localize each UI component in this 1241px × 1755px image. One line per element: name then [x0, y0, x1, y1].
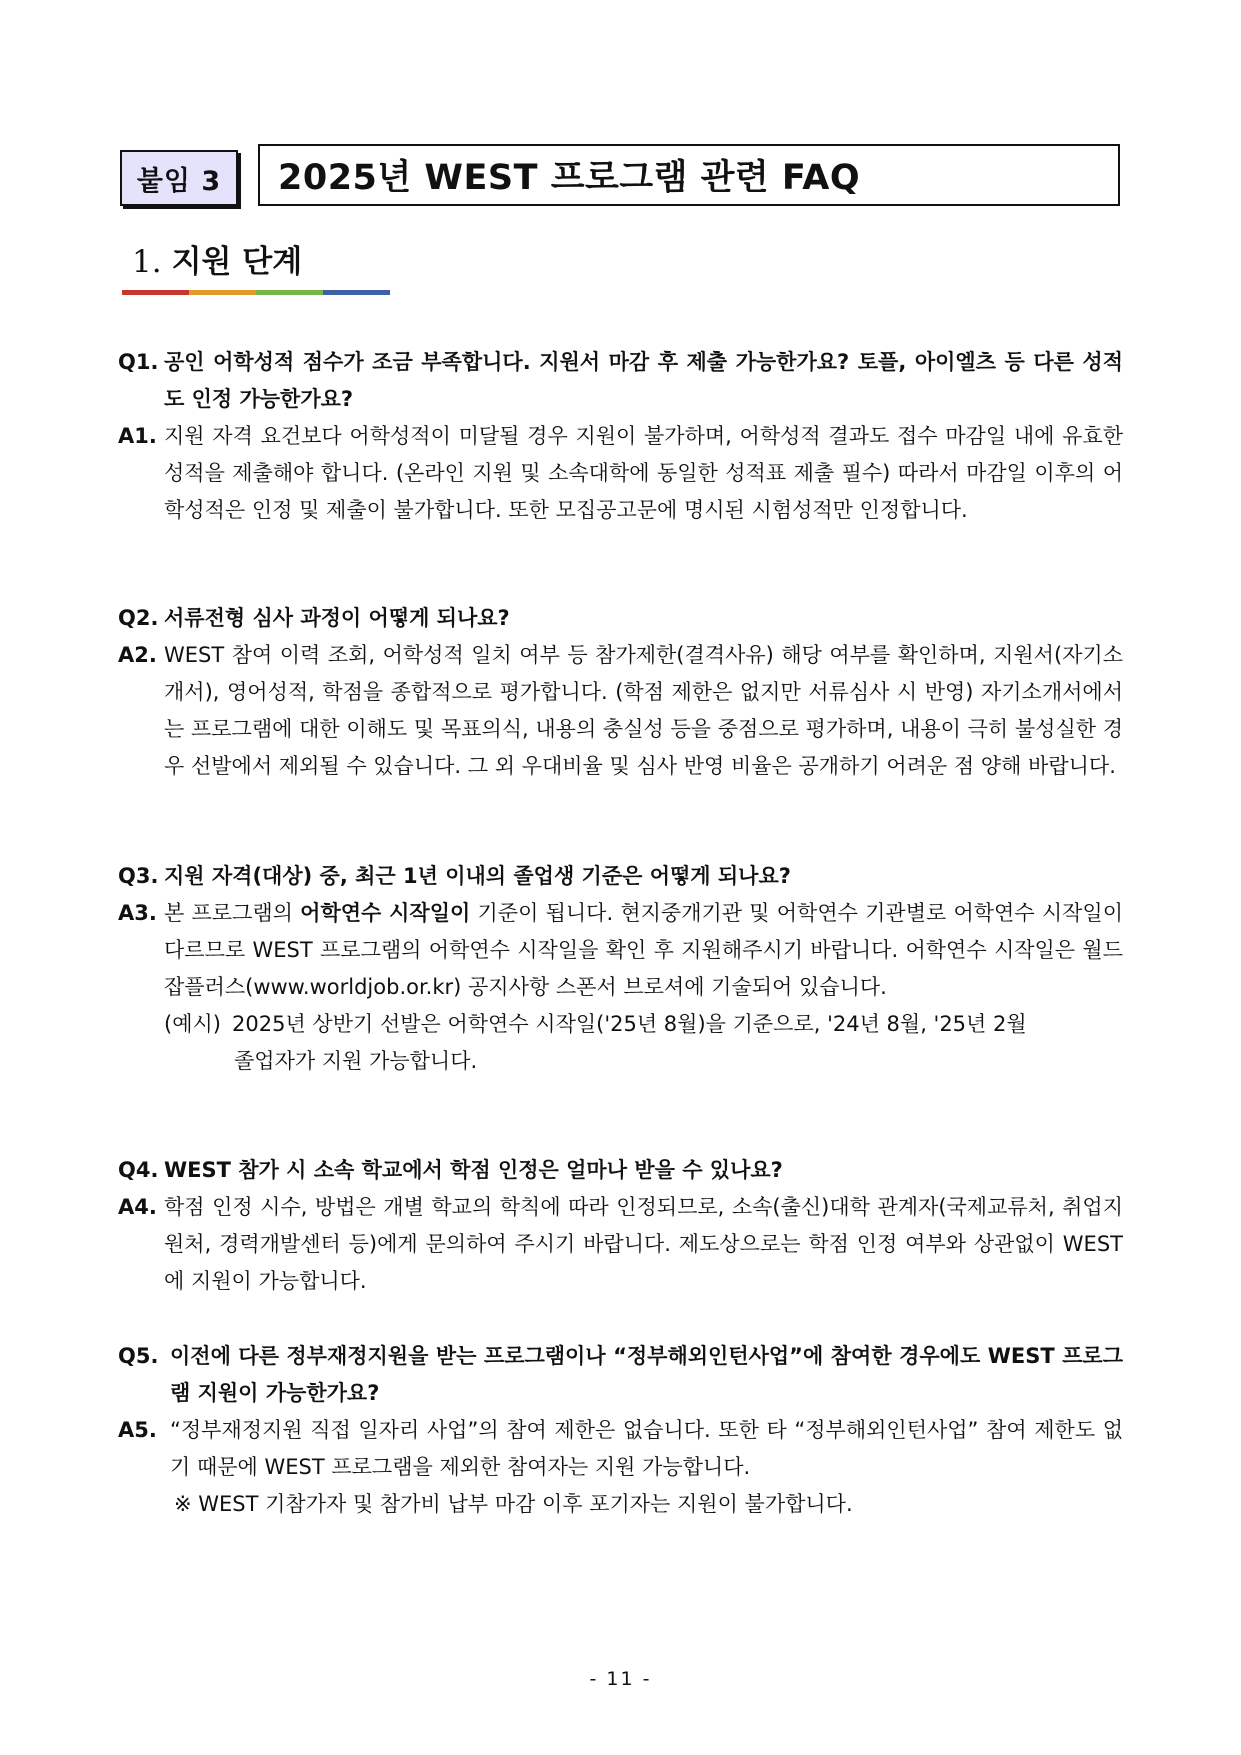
- color-bar-segment-blue: [323, 290, 390, 295]
- answer-label: A1.: [118, 424, 157, 448]
- answer-text-pre: 본 프로그램의: [164, 901, 301, 925]
- answer-label: A2.: [118, 643, 157, 667]
- example-label: (예시): [164, 1012, 221, 1036]
- color-bar-segment-green: [256, 290, 323, 295]
- color-bar-segment-red: [122, 290, 189, 295]
- section-heading: [132, 236, 302, 281]
- answer-text: [164, 895, 1123, 1006]
- faq-answer: [118, 637, 1123, 785]
- faq-question: [118, 600, 1123, 637]
- section-color-bar: [122, 290, 390, 295]
- example-text-1: 2025년 상반기 선발은 어학연수 시작일('25년 8월)을 기준으로, '24년 8월, '25년 2월: [232, 1012, 1027, 1036]
- answer-label: A3.: [118, 901, 157, 925]
- question-label: Q4.: [118, 1158, 159, 1182]
- faq-answer: [118, 1412, 1123, 1486]
- answer-text: 지원 자격 요건보다 어학성적이 미달될 경우 지원이 불가하며, 어학성적 결과도 접수 마감일 내에 유효한 성적을 제출해야 합니다. (온라인 지원 및 소속대학에 동일한 성적표 제출 필수) 따라서 마감일 이후의 어학성적은 인정 및 제출이 불가합니다. 또한 모집공고문에 명시된 시험성적만 인정합니다.: [164, 424, 1123, 522]
- question-text: 서류전형 심사 과정이 어떻게 되나요?: [164, 606, 510, 630]
- answer-note: ※ WEST 기참가자 및 참가비 납부 마감 이후 포기자는 지원이 불가합니다.: [174, 1492, 853, 1516]
- section-number: 1.: [132, 244, 162, 280]
- faq-item-1: [118, 344, 1123, 529]
- question-text: 지원 자격(대상) 중, 최근 1년 이내의 졸업생 기준은 어떻게 되나요?: [164, 864, 791, 888]
- faq-item-5: [118, 1338, 1123, 1523]
- attachment-tag: 붙임 3: [120, 150, 238, 206]
- question-text: 공인 어학성적 점수가 조금 부족합니다. 지원서 마감 후 제출 가능한가요? 토플, 아이엘츠 등 다른 성적도 인정 가능한가요?: [164, 350, 1123, 411]
- faq-item-4: [118, 1152, 1123, 1300]
- page-number: - 11 -: [589, 1668, 652, 1690]
- answer-text: WEST 참여 이력 조회, 어학성적 일치 여부 등 참가제한(결격사유) 해당 여부를 확인하며, 지원서(자기소개서), 영어성적, 학점을 종합적으로 평가합니다. (학점 제한은 없지만 서류심사 시 반영) 자기소개서에서는 프로그램에 대한 이해도 및 목표의식, 내용의 충실성 등을 중점으로 평가하며, 내용이 극히 불성실한 경우 선발에서 제외될 수 있습니다. 그 외 우대비율 및 심사 반영 비율은 공개하기 어려운 점 양해 바랍니다.: [164, 643, 1123, 778]
- question-text: 이전에 다른 정부재정지원을 받는 프로그램이나 “정부해외인턴사업”에 참여한 경우에도 WEST 프로그램 지원이 가능한가요?: [170, 1344, 1123, 1405]
- answer-text-post: 기준이 됩니다. 현지중개기관 및 어학연수 기관별로 어학연수 시작일이 다르므로 WEST 프로그램의 어학연수 시작일을 확인 후 지원해주시기 바랍니다. 어학연수 시작일은 월드잡플러스(www.worldjob.or.kr) 공지사항 스폰서 브로셔에 기술되어 있습니다.: [164, 901, 1123, 999]
- faq-question: [118, 344, 1123, 418]
- answer-text: “정부재정지원 직접 일자리 사업”의 참여 제한은 없습니다. 또한 타 “정부해외인턴사업” 참여 제한도 없기 때문에 WEST 프로그램을 제외한 참여자는 지원 가능합니다.: [170, 1418, 1123, 1479]
- question-text: WEST 참가 시 소속 학교에서 학점 인정은 얼마나 받을 수 있나요?: [164, 1158, 783, 1182]
- faq-question: [118, 1338, 1123, 1412]
- answer-label: A5.: [118, 1418, 157, 1442]
- answer-label: A4.: [118, 1195, 157, 1219]
- faq-question: [118, 1152, 1123, 1189]
- faq-answer: [118, 895, 1123, 1006]
- example-line: [118, 1006, 1123, 1043]
- faq-question: [118, 858, 1123, 895]
- section-title-text: 지원 단계: [171, 244, 303, 280]
- answer-emphasis: 어학연수 시작일이: [300, 901, 471, 925]
- question-label: Q2.: [118, 606, 159, 630]
- faq-answer: [118, 418, 1123, 529]
- question-label: Q1.: [118, 350, 159, 374]
- answer-text: 학점 인정 시수, 방법은 개별 학교의 학칙에 따라 인정되므로, 소속(출신)대학 관계자(국제교류처, 취업지원처, 경력개발센터 등)에게 문의하여 주시기 바랍니다. 제도상으로는 학점 인정 여부와 상관없이 WEST에 지원이 가능합니다.: [164, 1195, 1123, 1293]
- page-title: 2025년 WEST 프로그램 관련 FAQ: [258, 144, 1120, 206]
- faq-item-3: [118, 858, 1123, 1080]
- color-bar-segment-orange: [189, 290, 256, 295]
- example-line-continued: 졸업자가 지원 가능합니다.: [234, 1049, 478, 1073]
- faq-answer: [118, 1189, 1123, 1300]
- faq-item-2: [118, 600, 1123, 785]
- question-label: Q5.: [118, 1344, 159, 1368]
- question-label: Q3.: [118, 864, 159, 888]
